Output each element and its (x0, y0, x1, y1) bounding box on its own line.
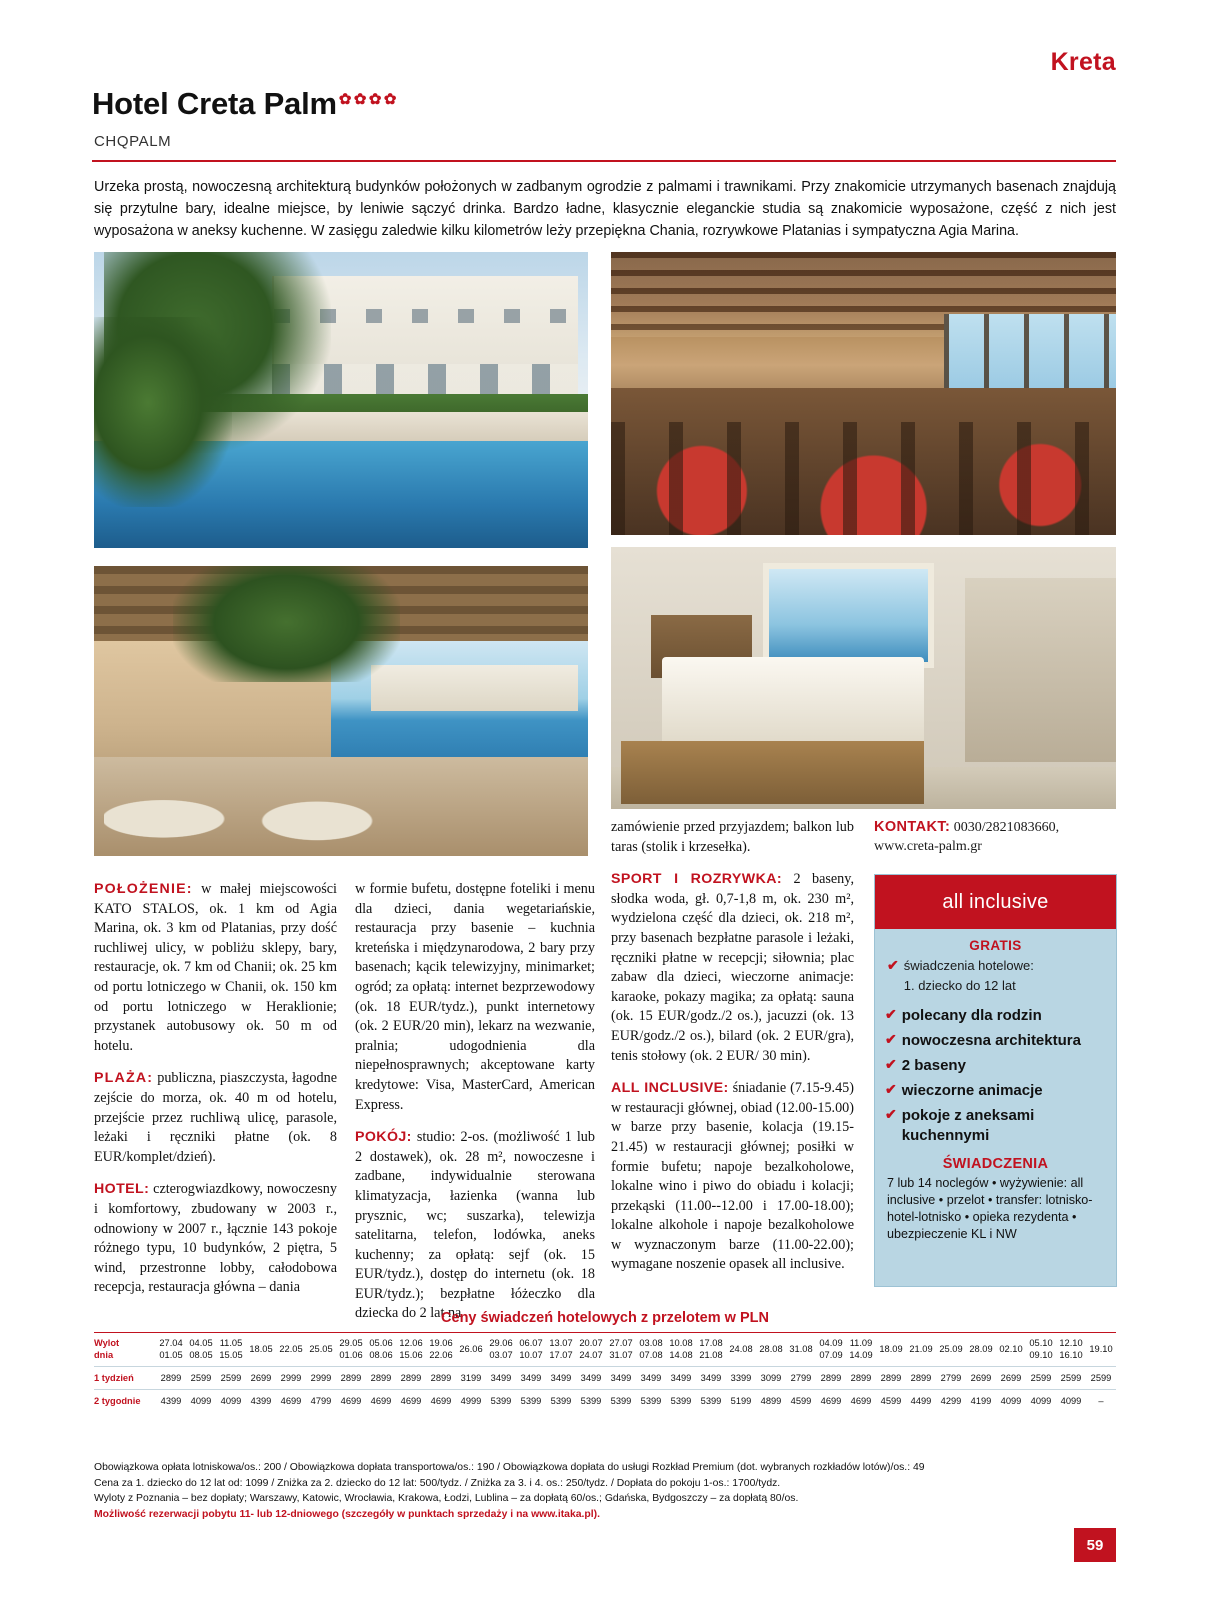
price-cell: 4699 (370, 1396, 392, 1406)
contact-website[interactable]: www.creta-palm.gr (874, 839, 982, 854)
price-cell: 4599 (880, 1396, 902, 1406)
feature-text: pokoje z aneksami kuchennymi (901, 1107, 1035, 1144)
list-item (885, 1031, 1106, 1051)
feature-text: 2 baseny (901, 1057, 966, 1074)
star-icon: ✿ (383, 91, 397, 108)
price-cell: 4699 (280, 1396, 302, 1406)
note-line: Obowiązkowa opłata lotniskowa/os.: 200 / Obowiązkowa dopłata transportowa/os.: 190 / Obowiązkowa dopłata do usługi Rozkład Premium (dot. wybranych rozkładów lotów)/os.: 49 (94, 1462, 925, 1473)
price-table-date-header: 20.07 24.07 (579, 1338, 603, 1360)
price-cell: 2699 (970, 1373, 992, 1383)
price-cell: 4399 (160, 1396, 182, 1406)
lead-hotel: HOTEL: (94, 1181, 150, 1198)
note-line-highlight: Możliwość rezerwacji pobytu 11- lub 12-dniowego (szczegóły w punktach sprzedaży i na www.itaka.pl). (94, 1508, 600, 1520)
price-cell: 5199 (730, 1396, 752, 1406)
price-table-date-header: 05.10 09.10 (1029, 1338, 1053, 1360)
note-line: Wyloty z Poznania – bez dopłaty; Warszawy, Katowic, Wrocławia, Krakowa, Łodzi, Lublina – za dopłatą 60/os.; Gdańska, Bydgoszczy – za dopłatą 80/os. (94, 1493, 799, 1504)
price-table-date-header: 18.05 (249, 1343, 273, 1354)
price-cell: 4299 (940, 1396, 962, 1406)
price-cell: 2899 (820, 1373, 842, 1383)
table-row (94, 1367, 1116, 1390)
table-row (94, 1390, 1116, 1413)
price-cell: 2999 (310, 1373, 332, 1383)
price-table-date-header: 28.08 (759, 1343, 783, 1354)
price-table-date-header: 31.08 (789, 1343, 813, 1354)
list-item (885, 1081, 1106, 1101)
intro-paragraph: Urzeka prostą, nowoczesną architekturą budynków położonych w zadbanym ogrodzie z palmami i trawnikami. Przy znakomicie utrzymanych basenach znajdują się przytulne bary, idealne miejsce, by leniwie sączyć drinka. Bardzo ładne, klasycznie eleganckie studia są znakomicie wyposażone, część z nich jest wyposażona w aneksy kuchenne. W zasięgu zaledwie kilku kilometrów leży przepiękna Chania, rozrywkowe Platanias i sympatyczna Agia Marina. (94, 179, 1116, 239)
price-table-date-header: 10.08 14.08 (669, 1338, 693, 1360)
price-cell: 3499 (490, 1373, 512, 1383)
price-table-date-header: 24.08 (729, 1343, 753, 1354)
price-cell: 3499 (580, 1373, 602, 1383)
gratis-item-text: świadczenia hotelowe: (903, 958, 1034, 973)
star-icon: ✿ (368, 91, 382, 108)
services-text: 7 lub 14 noclegów • wyżywienie: all inclusive • przelot • transfer: lotnisko-hotel-lotnisko • opieka rezydenta • ubezpieczenie KL i NW (887, 1176, 1093, 1241)
price-table-date-header: 27.07 31.07 (609, 1338, 633, 1360)
price-table-date-header: 12.10 16.10 (1059, 1338, 1083, 1360)
contact-label: KONTAKT: (874, 819, 951, 835)
price-cell: 2599 (1060, 1373, 1082, 1383)
page-title (92, 76, 398, 122)
price-cell: 2899 (910, 1373, 932, 1383)
price-table-date-header: 22.05 (279, 1343, 303, 1354)
price-table-date-header: 13.07 17.07 (549, 1338, 573, 1360)
price-table-date-header: 05.06 08.06 (369, 1338, 393, 1360)
price-cell: 4899 (760, 1396, 782, 1406)
check-icon: ✔ (885, 1106, 897, 1122)
check-icon: ✔ (885, 1031, 897, 1047)
price-table-date-header: 11.09 14.09 (849, 1338, 873, 1360)
price-cell: 4699 (340, 1396, 362, 1406)
price-table-date-header: 04.05 08.05 (189, 1338, 213, 1360)
hotel-room-photo (611, 547, 1116, 809)
star-rating (338, 76, 398, 112)
restaurant-interior-photo (611, 252, 1116, 535)
description-column-3 (611, 818, 854, 1288)
price-table-date-header: 03.08 07.08 (639, 1338, 663, 1360)
price-cell: 2899 (880, 1373, 902, 1383)
price-cell: 4699 (430, 1396, 452, 1406)
check-icon: ✔ (885, 1006, 897, 1022)
paragraph-plaza (94, 1069, 337, 1167)
price-cell: 5399 (520, 1396, 542, 1406)
price-cell: 2899 (160, 1373, 182, 1383)
text-hotel: czterogwiazdkowy, nowoczesny i komfortowy, zbudowany w 2003 r., odnowiony w 2007 r., łącznie 143 pokoje różnego typu, 10 budynków, 2 piętra, 5 wind, przestronne lobby, całodobowa recepcja, restauracja główna – dania (94, 1181, 337, 1296)
price-cell: 4699 (400, 1396, 422, 1406)
list-item (887, 957, 1104, 974)
price-cell: 2599 (220, 1373, 242, 1383)
all-inclusive-title: all inclusive (875, 875, 1116, 929)
text-hotel-cont: w formie bufetu, dostępne foteliki i menu dla dzieci, dania wegetariańskie, restauracja przy basenie – kuchnia kreteńska i międzynarodowa, 2 bary przy basenach; kącik telewizyjny, minimarket; ogród; za opłatą: internet bezprzewodowy (ok. 18 EUR/tydz.), punkt internetowy (ok. 2 EUR/20 min), lekarz na wezwanie, pralnia; udogodnienia dla niepełnosprawnych; akceptowane karty kredytowe: Visa, MasterCard, American Express. (355, 881, 595, 1113)
price-cell: 5399 (550, 1396, 572, 1406)
price-cell: 4099 (1060, 1396, 1082, 1406)
price-table-date-header: 28.09 (969, 1343, 993, 1354)
description-column-2 (355, 880, 595, 1337)
text-all-inclusive: śniadanie (7.15-9.45) w restauracji głównej, obiad (12.00-15.00) w barze przy basenie, kolacja (19.15-21.45) w restauracji głównej; posiłki w formie bufetu; napoje bezalkoholowe, lokalne wino i piwo do obiadu i kolacji; przekąski (11.00--12.00 i 17.00-18.00); lokalne alkohole i napoje bezalkoholowe w wyznaczonym barze (11.00-22.00); wymagane noszenie opasek all inclusive. (611, 1080, 854, 1273)
price-cell: 2899 (850, 1373, 872, 1383)
price-cell: 4399 (250, 1396, 272, 1406)
gratis-list (887, 957, 1104, 994)
terrace-bar-photo (94, 566, 588, 856)
price-table-date-header: 04.09 07.09 (819, 1338, 843, 1360)
price-cell: 5399 (490, 1396, 512, 1406)
all-inclusive-box (874, 874, 1117, 1287)
description-column-1 (94, 880, 337, 1311)
feature-text: nowoczesna architektura (901, 1032, 1081, 1049)
price-cell: 4099 (1030, 1396, 1052, 1406)
gratis-label: GRATIS (969, 938, 1022, 953)
lead-pokoj: POKÓJ: (355, 1129, 412, 1146)
price-cell: 4099 (190, 1396, 212, 1406)
price-cell: 3199 (460, 1373, 482, 1383)
price-notes (94, 1460, 1116, 1522)
check-icon: ✔ (885, 1081, 897, 1097)
price-cell: 2599 (190, 1373, 212, 1383)
contact-block (874, 818, 1118, 856)
price-cell: 4599 (790, 1396, 812, 1406)
paragraph-polozenie (94, 880, 337, 1056)
paragraph-pokoj (355, 1128, 595, 1324)
price-cell: 2899 (400, 1373, 422, 1383)
page-number: 59 (1074, 1528, 1116, 1562)
list-item (887, 977, 1104, 994)
price-cell: 5399 (700, 1396, 722, 1406)
star-icon: ✿ (338, 91, 352, 108)
star-icon: ✿ (353, 91, 367, 108)
contact-phone: 0030/2821083660, (953, 820, 1060, 835)
price-table-date-header: 12.06 15.06 (399, 1338, 423, 1360)
text-pokoj: studio: 2-os. (możliwość 1 lub 2 dostawek), ok. 28 m², nowoczesne i zadbane, indywidualnie sterowana klimatyzacja, łazienka (wanna lub prysznic, wc; suszarka), telewizja satelitarna, telefon, lodówka, aneks kuchenny; za opłatą: sejf (ok. 15 EUR/tydz.), dostęp do internetu (ok. 18 EUR/tydz.); bezpłatne łóżeczko dla dziecka do 2 lat na (355, 1129, 595, 1322)
lead-sport: SPORT I ROZRYWKA: (611, 871, 783, 888)
text-polozenie: w małej miejscowości KATO STALOS, ok. 1 km od Agia Marina, ok. 3 km od Platanias, przy dość ruchliwej ulicy, w pobliżu sklepy, bary, restauracje, ok. 7 km od Chanii; ok. 25 km od portu lotniczego w Chanii, ok. 150 km od portu lotniczego w Heraklionie; przystanek autobusowy ok. 50 m od hotelu. (94, 881, 337, 1054)
price-table-date-header: 25.09 (939, 1343, 963, 1354)
price-table-date-header: 29.06 03.07 (489, 1338, 513, 1360)
list-item (885, 1056, 1106, 1076)
price-cell: 4099 (220, 1396, 242, 1406)
price-table-date-header: 17.08 21.08 (699, 1338, 723, 1360)
price-cell: 4999 (460, 1396, 482, 1406)
price-cell: 3499 (640, 1373, 662, 1383)
price-cell: 4499 (910, 1396, 932, 1406)
list-item (885, 1006, 1106, 1026)
price-cell: 2699 (250, 1373, 272, 1383)
services-label: ŚWIADCZENIA (942, 1156, 1049, 1172)
price-cell: 2799 (940, 1373, 962, 1383)
price-table-date-header: 29.05 01.06 (339, 1338, 363, 1360)
region-label: Kreta (1050, 48, 1116, 76)
price-cell: 4099 (1000, 1396, 1022, 1406)
price-cell: 3499 (670, 1373, 692, 1383)
price-cell: 3499 (550, 1373, 572, 1383)
price-table-date-header: 02.10 (999, 1343, 1023, 1354)
price-table-row-label: 1 tydzień (94, 1373, 134, 1383)
price-cell: 3499 (610, 1373, 632, 1383)
text-pokoj-cont: zamówienie przed przyjazdem; balkon lub taras (stolik i krzesełka). (611, 819, 854, 855)
price-table-date-header: 21.09 (909, 1343, 933, 1354)
price-cell: 3399 (730, 1373, 752, 1383)
price-cell: 2899 (370, 1373, 392, 1383)
price-cell: 4799 (310, 1396, 332, 1406)
price-cell: 5399 (610, 1396, 632, 1406)
price-table-date-header: 18.09 (879, 1343, 903, 1354)
paragraph-pokoj-cont (611, 818, 854, 857)
price-cell: 2899 (340, 1373, 362, 1383)
paragraph-sport (611, 870, 854, 1066)
price-cell: 3499 (520, 1373, 542, 1383)
price-table-row-label: 2 tygodnie (94, 1396, 141, 1406)
price-cell: 5399 (640, 1396, 662, 1406)
price-table-date-header: 19.10 (1089, 1343, 1113, 1354)
hotel-name: Hotel Creta Palm (92, 86, 337, 121)
price-cell: 4699 (820, 1396, 842, 1406)
price-cell: 3499 (700, 1373, 722, 1383)
hotel-code: CHQPALM (94, 133, 172, 150)
feature-text: wieczorne animacje (901, 1082, 1043, 1099)
text-plaza: publiczna, piaszczysta, łagodne zejście do morza, ok. 40 m od hotelu, przejście przez ruchliwą ulicę, parasole, leżaki i ręczniki płatne (ok. 8 EUR/komplet/dzień). (94, 1070, 337, 1165)
list-item (885, 1106, 1106, 1146)
price-cell: 4699 (850, 1396, 872, 1406)
price-cell: 2799 (790, 1373, 812, 1383)
pool-and-apartments-photo (94, 252, 588, 548)
price-table-date-header: 19.06 22.06 (429, 1338, 453, 1360)
price-cell: 4199 (970, 1396, 992, 1406)
paragraph-all-inclusive (611, 1079, 854, 1275)
check-icon: ✔ (885, 1056, 897, 1072)
price-table-corner-label: Wylot dnia (94, 1338, 120, 1360)
feature-text: polecany dla rodzin (901, 1007, 1042, 1024)
header-divider (92, 160, 1116, 162)
note-line: Cena za 1. dziecko do 12 lat od: 1099 / Zniżka za 2. dziecko do 12 lat: 500/tydz. / Zniżka za 3. i 4. os.: 250/tydz. / Dopłata do pokoju 1-os.: 1700/tydz. (94, 1477, 781, 1489)
price-table-date-header: 11.05 15.05 (219, 1338, 243, 1360)
text-sport: 2 baseny, słodka woda, gł. 0,7-1,8 m, ok. 230 m², wydzielona część dla dzieci, ok. 218 m², przy basenach bezpłatne parasole i leżaki, ręczniki płatne w recepcji; siłownia; plac zabaw dla dzieci, wieczorne animacje: karaoke, pokazy magika; za opłatą: sauna (ok. 15 EUR/godz./2 os.), jacuzzi (ok. 13 EUR/godz./2 os.), bilard (ok. 2 EUR/gra), tenis stołowy (ok. 2 EUR/ 30 min). (611, 871, 854, 1064)
price-cell: 5399 (580, 1396, 602, 1406)
check-icon: ✔ (887, 957, 899, 973)
price-table-date-header: 25.05 (309, 1343, 333, 1354)
price-cell: 2699 (1000, 1373, 1022, 1383)
price-table-date-header: 06.07 10.07 (519, 1338, 543, 1360)
paragraph-hotel-cont (355, 880, 595, 1115)
lead-all-inclusive: ALL INCLUSIVE: (611, 1080, 729, 1097)
price-cell: 3099 (760, 1373, 782, 1383)
gratis-item-text: 1. dziecko do 12 lat (903, 978, 1016, 993)
price-cell: 2899 (430, 1373, 452, 1383)
price-table-header-row (94, 1333, 1116, 1367)
paragraph-hotel (94, 1180, 337, 1298)
price-table (94, 1332, 1116, 1412)
lead-plaza: PLAŻA: (94, 1070, 154, 1087)
price-table-date-header: 26.06 (459, 1343, 483, 1354)
price-table-title: Ceny świadczeń hotelowych z przelotem w PLN (441, 1310, 769, 1326)
price-cell: 2999 (280, 1373, 302, 1383)
price-cell: 2599 (1090, 1373, 1112, 1383)
price-cell: – (1098, 1396, 1104, 1406)
feature-list (875, 1006, 1116, 1146)
price-table-date-header: 27.04 01.05 (159, 1338, 183, 1360)
lead-polozenie: POŁOŻENIE: (94, 881, 193, 897)
price-cell: 5399 (670, 1396, 692, 1406)
price-cell: 2599 (1030, 1373, 1052, 1383)
